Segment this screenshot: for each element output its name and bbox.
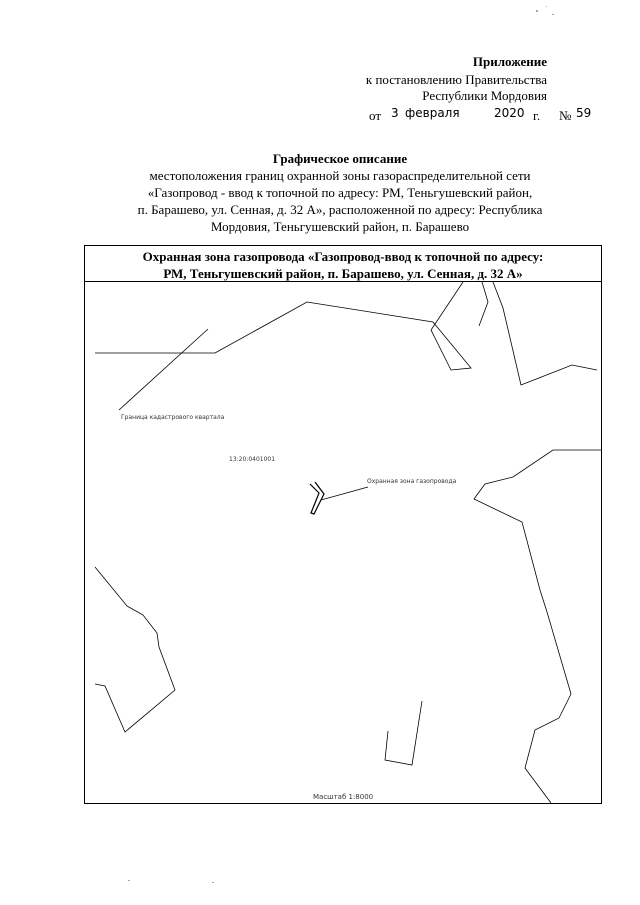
- label-scale: Масштаб 1:8000: [313, 793, 374, 801]
- map-boundary-line: [95, 567, 175, 732]
- label-cadastral-number: 13:20:0401001: [229, 456, 276, 463]
- map-boundary-line: [474, 450, 601, 803]
- date-suffix: г.: [533, 108, 541, 123]
- map-frame: [84, 245, 602, 804]
- scan-speck: [212, 882, 214, 883]
- date-prefix: от: [369, 108, 382, 123]
- map-boundary-line: [479, 282, 488, 326]
- date-day: 3: [391, 106, 399, 120]
- map-boundary-line: [95, 282, 471, 370]
- label-quarter-border: Граница кадастрового квартала: [121, 414, 225, 421]
- label-protection-zone: Охранная зона газопровода: [367, 478, 457, 485]
- scan-speck: [546, 6, 547, 7]
- leader-line-protection-zone: [321, 487, 368, 500]
- map-title-line-1: Охранная зона газопровода «Газопровод-ввод к топочной по адресу:: [142, 249, 544, 264]
- appendix-heading: Приложение: [472, 54, 547, 69]
- description-line-2: «Газопровод - ввод к топочной по адресу: РМ, Теньгушевский район,: [147, 185, 533, 200]
- map-title-line-2: РМ, Теньгушевский район, п. Барашево, ул. Сенная, д. 32 А»: [163, 266, 523, 281]
- protection-zone-outline: [310, 482, 324, 514]
- document-heading: [90, 150, 590, 235]
- map-boundary-line: [385, 701, 422, 765]
- description-line-1: местоположения границ охранной зоны газораспределительной сети: [149, 168, 531, 183]
- description-line-3: п. Барашево, ул. Сенная, д. 32 А», расположенной по адресу: Республика: [137, 202, 543, 217]
- cadastral-map: [85, 282, 601, 803]
- number-value: 59: [576, 106, 592, 120]
- date-year: 2020: [494, 106, 525, 120]
- appendix-line-decree: к постановлению Правительства: [365, 72, 547, 87]
- scan-speck: [552, 14, 554, 15]
- leader-line-quarter-border: [119, 329, 208, 410]
- document-title: Графическое описание: [272, 151, 408, 166]
- number-label: №: [559, 108, 572, 123]
- description-line-4: Мордовия, Теньгушевский район, п. Барашево: [210, 219, 470, 234]
- scan-speck: [536, 10, 538, 12]
- scan-speck: [128, 880, 130, 881]
- appendix-block: [366, 54, 547, 104]
- appendix-line-republic: Республики Мордовия: [422, 88, 547, 103]
- map-boundary-line: [493, 282, 597, 385]
- date-month: февраля: [405, 106, 460, 120]
- map-frame-title: [85, 246, 601, 282]
